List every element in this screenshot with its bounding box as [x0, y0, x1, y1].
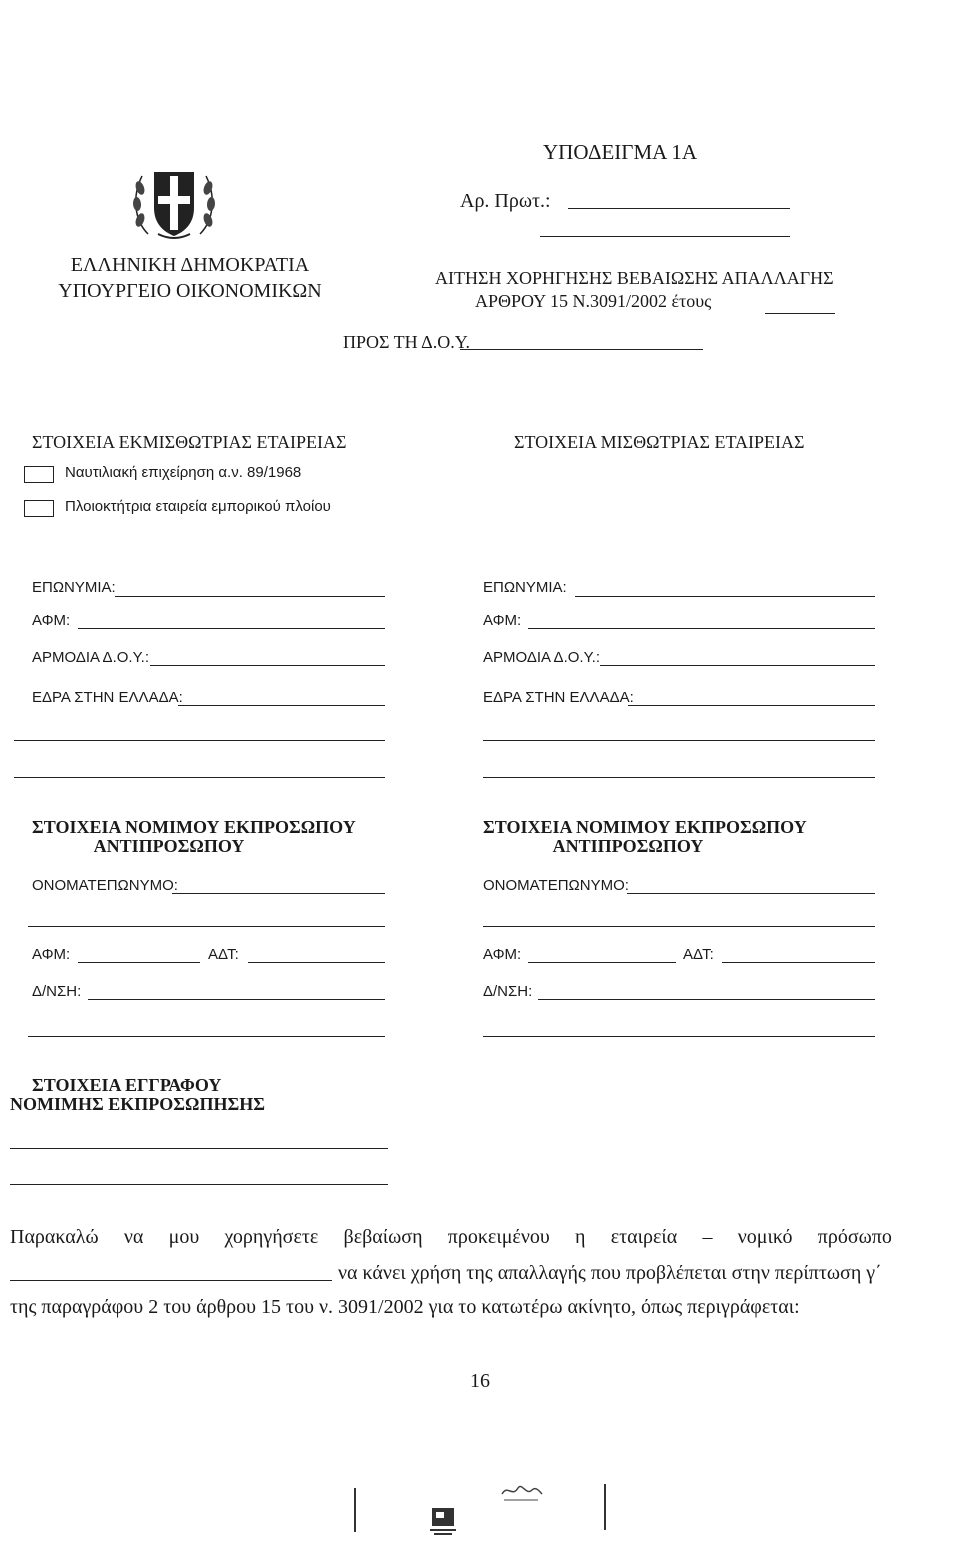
rep-left-adt-line[interactable]: [248, 962, 385, 963]
protocol-number-label: Αρ. Πρωτ.:: [460, 190, 551, 212]
lessee-seat-line[interactable]: [628, 705, 875, 706]
rep-right-fullname-label: ΟΝΟΜΑΤΕΠΩΝΥΜΟ:: [483, 877, 629, 894]
request-line-3: της παραγράφου 2 του άρθρου 15 του ν. 3091/2002 για το κατωτέρω ακίνητο, όπως περιγράφεται:: [10, 1296, 800, 1318]
ministry-name: ΥΠΟΥΡΓΕΙΟ ΟΙΚΟΝΟΜΙΚΩΝ: [58, 280, 322, 302]
rep-right-address-line-2[interactable]: [483, 1036, 875, 1037]
empty-checkbox-icon[interactable]: [24, 500, 54, 517]
lessor-afm-line[interactable]: [78, 628, 385, 629]
rep-left-adt-label: ΑΔΤ:: [208, 946, 239, 963]
request-title-line-1: ΑΙΤΗΣΗ ΧΟΡΗΓΗΣΗΣ ΒΕΒΑΙΩΣΗΣ ΑΠΑΛΛΑΓΗΣ: [435, 268, 834, 288]
rep-right-heading-2: ΑΝΤΙΠΡΟΣΩΠΟΥ: [552, 836, 704, 856]
document-line-2[interactable]: [10, 1184, 388, 1185]
protocol-date-line[interactable]: [540, 236, 790, 237]
request-word: εταιρεία: [610, 1226, 678, 1248]
template-label: ΥΠΟΔΕΙΓΜΑ 1Α: [543, 140, 698, 164]
lessor-extra-line-1[interactable]: [14, 740, 385, 741]
lessee-doy-label: ΑΡΜΟΔΙΑ Δ.Ο.Υ.:: [483, 649, 601, 666]
rep-right-address-label: Δ/ΝΣΗ:: [483, 983, 533, 1000]
rep-left-extra-line[interactable]: [28, 926, 385, 927]
request-word: να: [123, 1226, 144, 1248]
rep-right-adt-line[interactable]: [722, 962, 875, 963]
year-line[interactable]: [765, 313, 835, 314]
to-tax-office-label: ΠΡΟΣ ΤΗ Δ.Ο.Υ.: [343, 332, 471, 352]
scan-mark-line: [354, 1488, 356, 1532]
tax-office-line[interactable]: [460, 349, 703, 350]
empty-checkbox-icon[interactable]: [24, 466, 54, 483]
request-word: προκειμένου: [447, 1226, 550, 1248]
lessor-seat-label: ΕΔΡΑ ΣΤΗΝ ΕΛΛΑΔΑ:: [32, 689, 183, 706]
stamp-mark-icon: [426, 1500, 462, 1543]
lessee-seat-label: ΕΔΡΑ ΣΤΗΝ ΕΛΛΑΔΑ:: [483, 689, 634, 706]
request-word: νομικό: [737, 1226, 793, 1248]
rep-right-adt-label: ΑΔΤ:: [683, 946, 714, 963]
option-maritime-enterprise: Ναυτιλιακή επιχείρηση α.ν. 89/1968: [65, 464, 302, 481]
rep-left-heading-1: ΣΤΟΙΧΕΙΑ ΝΟΜΙΜΟΥ ΕΚΠΡΟΣΩΠΟΥ: [32, 817, 356, 837]
rep-right-extra-line[interactable]: [483, 926, 875, 927]
rep-left-afm-line[interactable]: [78, 962, 200, 963]
rep-right-address-line[interactable]: [538, 999, 875, 1000]
request-word: η: [575, 1226, 586, 1248]
lessor-name-line[interactable]: [115, 596, 385, 597]
rep-left-heading-2: ΑΝΤΙΠΡΟΣΩΠΟΥ: [93, 836, 245, 856]
rep-left-address-label: Δ/ΝΣΗ:: [32, 983, 82, 1000]
lessee-extra-line-1[interactable]: [483, 740, 875, 741]
lessee-extra-line-2[interactable]: [483, 777, 875, 778]
rep-left-fullname-label: ΟΝΟΜΑΤΕΠΩΝΥΜΟ:: [32, 877, 178, 894]
request-title-line-2: ΑΡΘΡΟΥ 15 Ν.3091/2002 έτους: [475, 291, 712, 311]
lessee-heading: ΣΤΟΙΧΕΙΑ ΜΙΣΘΩΤΡΙΑΣ ΕΤΑΙΡΕΙΑΣ: [514, 432, 805, 452]
lessee-name-label: ΕΠΩΝΥΜΙΑ:: [483, 579, 567, 596]
document-line-1[interactable]: [10, 1148, 388, 1149]
lessor-doy-label: ΑΡΜΟΔΙΑ Δ.Ο.Υ.:: [32, 649, 150, 666]
protocol-number-line[interactable]: [568, 208, 790, 209]
request-word: πρόσωπο: [817, 1226, 892, 1248]
lessor-extra-line-2[interactable]: [14, 777, 385, 778]
document-heading-2: ΝΟΜΙΜΗΣ ΕΚΠΡΟΣΩΠΗΣΗΣ: [10, 1094, 265, 1114]
lessee-afm-line[interactable]: [528, 628, 875, 629]
lessor-seat-line[interactable]: [178, 705, 385, 706]
lessor-afm-label: ΑΦΜ:: [32, 612, 71, 629]
lessee-afm-label: ΑΦΜ:: [483, 612, 522, 629]
rep-right-fullname-line[interactable]: [627, 893, 875, 894]
lessor-doy-line[interactable]: [150, 665, 385, 666]
greek-coat-of-arms-icon: [128, 162, 220, 244]
request-word: χορηγήσετε: [224, 1226, 319, 1248]
request-line-2: να κάνει χρήση της απαλλαγής που προβλέπεται στην περίπτωση γ΄: [338, 1262, 882, 1284]
document-heading-1: ΣΤΟΙΧΕΙΑ ΕΓΓΡΑΦΟΥ: [32, 1075, 222, 1095]
lessor-name-label: ΕΠΩΝΥΜΙΑ:: [32, 579, 116, 596]
rep-left-address-line[interactable]: [88, 999, 385, 1000]
republic-name: ΕΛΛΗΝΙΚΗ ΔΗΜΟΚΡΑΤΙΑ: [70, 254, 310, 276]
rep-left-afm-label: ΑΦΜ:: [32, 946, 71, 963]
request-line-1: [10, 1226, 892, 1249]
request-word: βεβαίωση: [343, 1226, 423, 1248]
rep-right-heading-1: ΣΤΟΙΧΕΙΑ ΝΟΜΙΜΟΥ ΕΚΠΡΟΣΩΠΟΥ: [483, 817, 807, 837]
rep-left-address-line-2[interactable]: [28, 1036, 385, 1037]
scan-mark-line: [604, 1484, 606, 1530]
lessee-doy-line[interactable]: [600, 665, 875, 666]
rep-left-fullname-line[interactable]: [172, 893, 385, 894]
company-name-line[interactable]: [10, 1280, 332, 1281]
rep-right-afm-line[interactable]: [528, 962, 676, 963]
request-word: –: [702, 1226, 713, 1248]
rep-right-afm-label: ΑΦΜ:: [483, 946, 522, 963]
signature-mark-icon: [498, 1480, 544, 1509]
request-word: μου: [168, 1226, 200, 1248]
lessee-name-line[interactable]: [575, 596, 875, 597]
request-word: Παρακαλώ: [10, 1226, 99, 1248]
option-shipowning-company: Πλοιοκτήτρια εταιρεία εμπορικού πλοίου: [65, 498, 331, 515]
lessor-heading: ΣΤΟΙΧΕΙΑ ΕΚΜΙΣΘΩΤΡΙΑΣ ΕΤΑΙΡΕΙΑΣ: [32, 432, 347, 452]
page-number: 16: [470, 1370, 490, 1392]
